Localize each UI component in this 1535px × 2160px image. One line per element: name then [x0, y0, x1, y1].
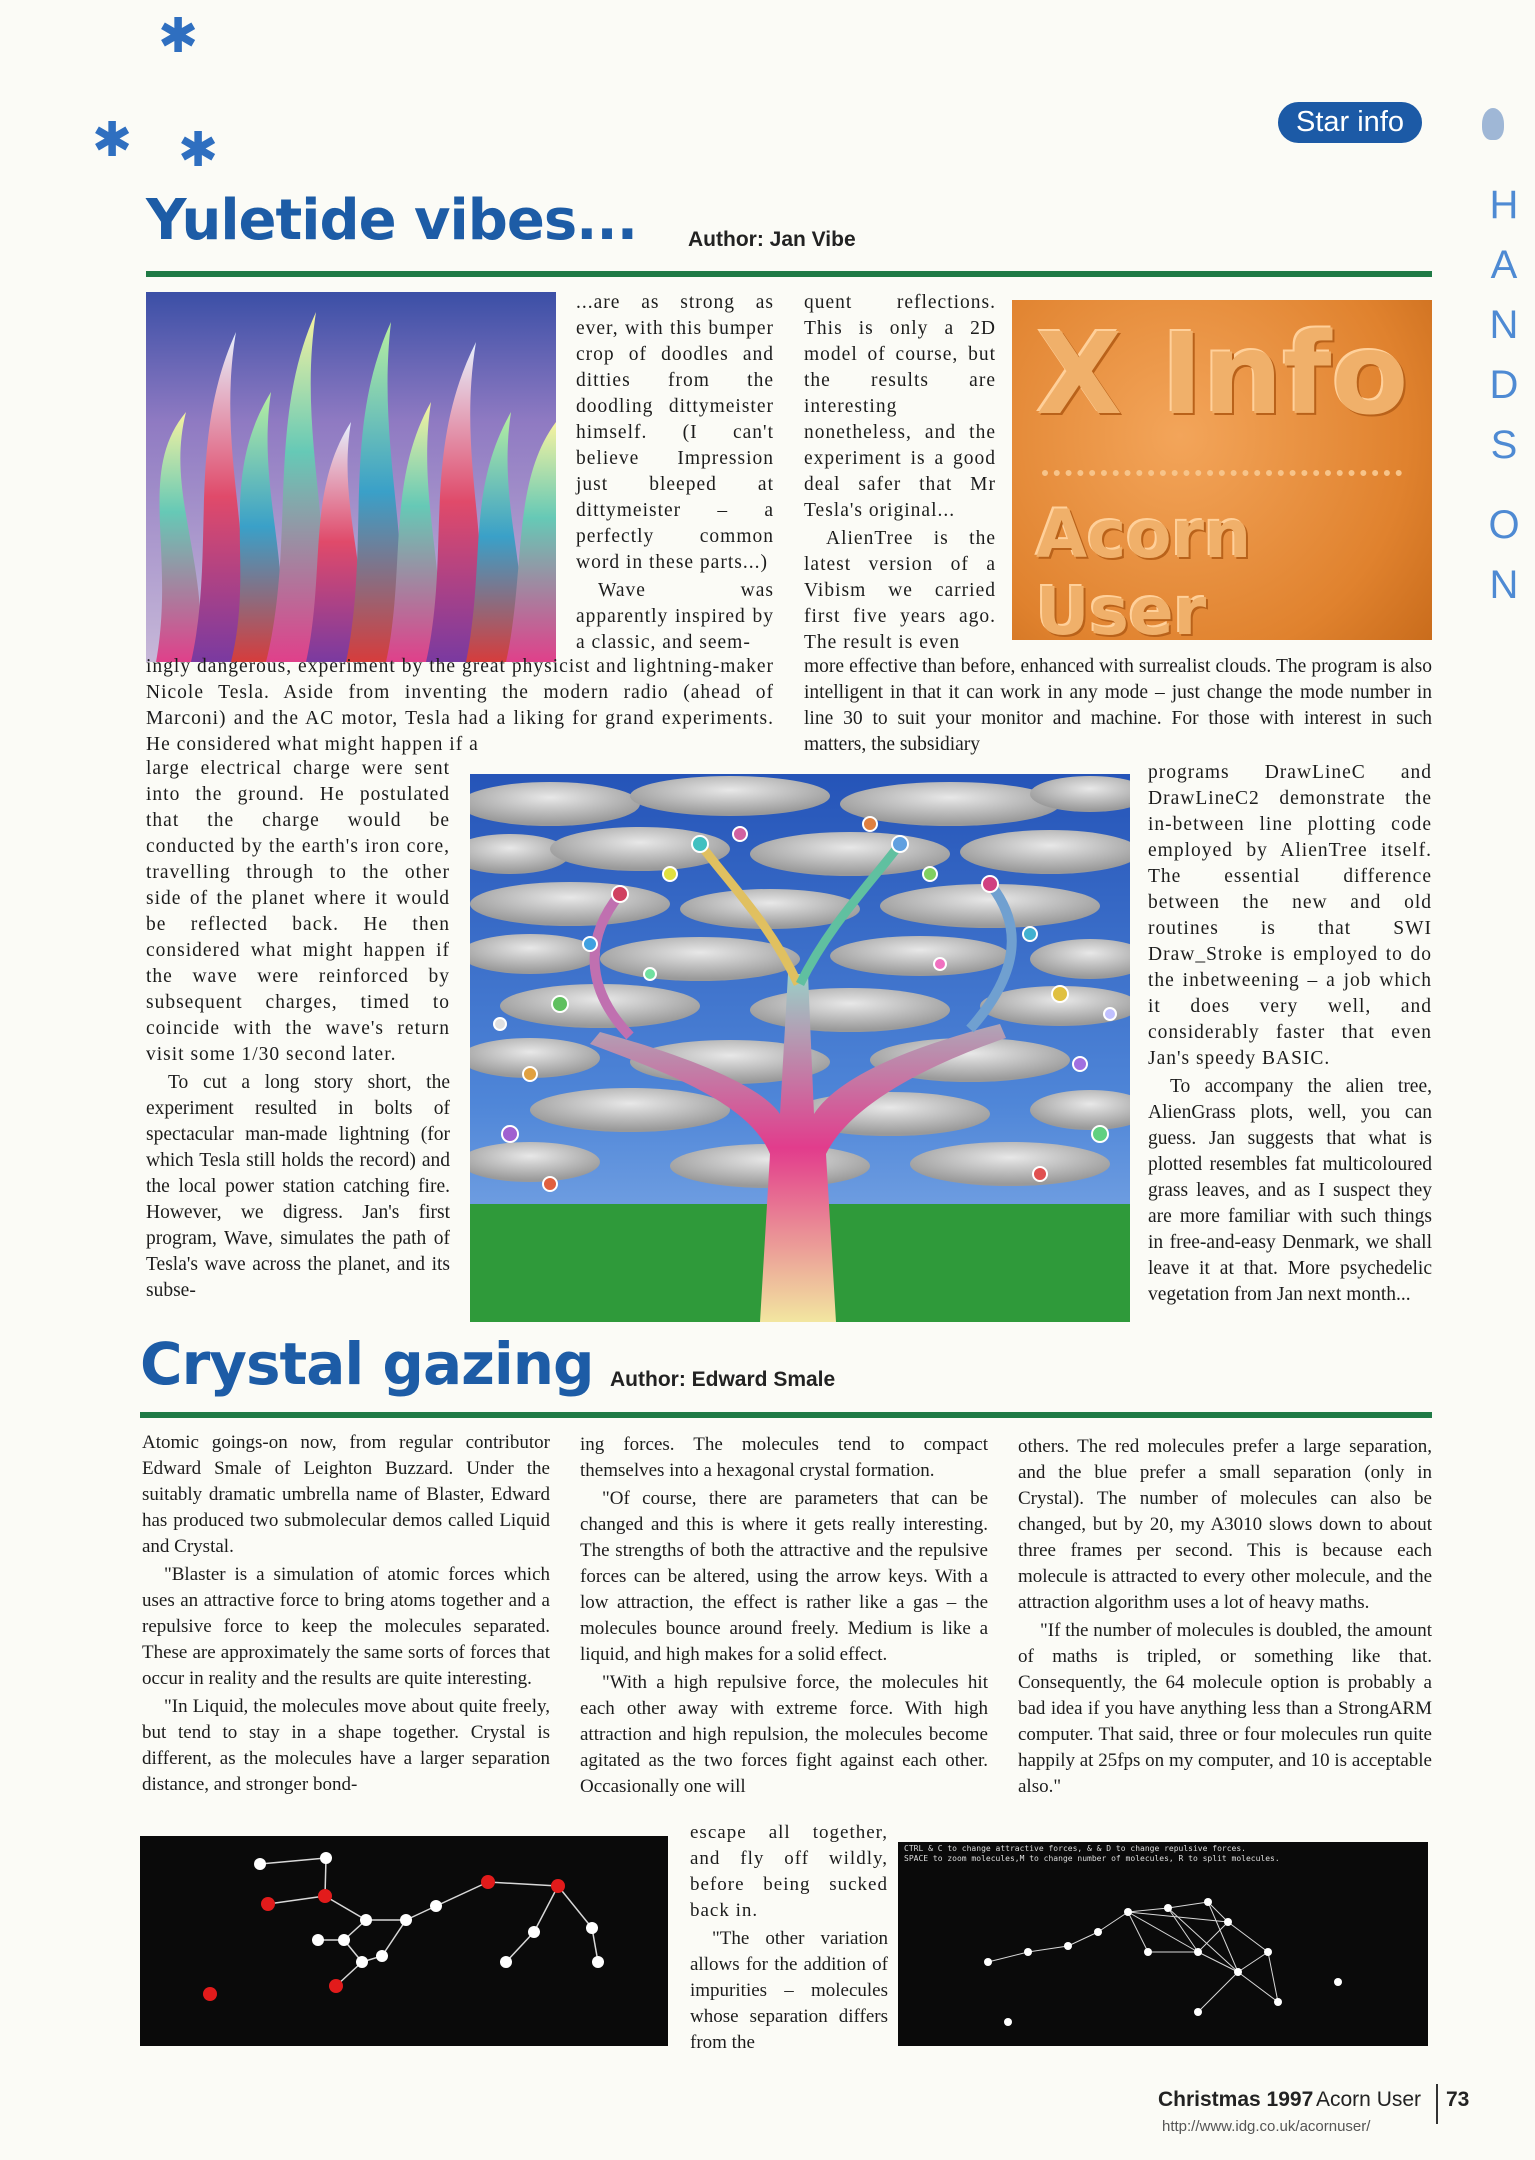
- body-text: escape all together, and fly off wildly, before being sucked back in.: [690, 1822, 888, 1921]
- article1-title: Yuletide vibes...: [146, 188, 637, 253]
- body-text: "Blaster is a simulation of atomic forces which uses an attractive force to bring atoms together and a repulsive force to keep the molecules separated. These are approximately the same sorts of forces that occur in reality and the results are quite interesting.: [142, 1564, 550, 1689]
- article2-col1: [142, 1430, 550, 1800]
- star-icon: ✱: [92, 114, 133, 167]
- flames-image: [146, 292, 556, 662]
- body-text: To cut a long story short, the experiment resulted in bolts of spectacular man-made lightning (for which Tesla still holds the record) and the local power station catching fire. However, we digress. Jan's first program, Wave, simulates the path of Tesla's wave across the planet, and its subse-: [146, 1072, 450, 1301]
- body-text: "With a high repulsive force, the molecules hit each other away with extreme force. With high attraction and high repulsion, the molecules become agitated as the two forces fight against each other. Occasionally one will: [580, 1672, 988, 1797]
- footer-divider: [1436, 2084, 1438, 2124]
- divider: [146, 271, 1432, 277]
- body-text: "Of course, there are parameters that can be changed and this is where it gets really interesting. The strengths of both the attractive and the repulsive forces can be altered, using the arrow keys. With a low attraction, the effect is rather like a gas – the molecules bounce around freely. Medium is like a liquid, and high makes for a solid effect.: [580, 1488, 988, 1665]
- article1-col-mid: [576, 290, 774, 658]
- screen-caption: SPACE to zoom molecules,M to change number of molecules, R to split molecules.: [904, 1854, 1280, 1863]
- article1-author: Author: Jan Vibe: [688, 228, 856, 251]
- body-text: AlienTree is the latest version of a Vibism we carried first five years ago. The result is even: [804, 528, 996, 653]
- side-letter: S: [1490, 423, 1518, 467]
- crystal-screenshot: [898, 1842, 1428, 2046]
- side-letter: N: [1489, 563, 1519, 607]
- star-icon: ✱: [158, 10, 199, 63]
- body-text: ...are as strong as ever, with this bumper crop of doodles and ditties from the doodling dittymeister himself. (I can't believe Impression just bleeped at dittymeister – a perfectly common word in these parts...): [576, 292, 774, 573]
- article2-col3: [1018, 1434, 1432, 1802]
- side-letter: A: [1490, 243, 1518, 287]
- body-text: Atomic goings-on now, from regular contributor Edward Smale of Leighton Buzzard. Under the suitably dramatic umbrella name of Blaster, Edward has produced two submolecular demos called Liquid and Crystal.: [142, 1432, 550, 1557]
- body-text: "If the number of molecules is doubled, the amount of maths is tripled, or something like that. Consequently, the 64 molecule option is probably a bad idea if you have anything less than a StrongARM computer. That said, three or four molecules run quite happily at 25fps on my computer, and 10 is acceptable also.": [1018, 1620, 1432, 1797]
- article1-col-left: [146, 756, 450, 1306]
- article1-col-right2: [1148, 760, 1432, 1310]
- side-letter: D: [1489, 363, 1519, 407]
- body-text: programs DrawLineC and DrawLineC2 demonstrate the in-between line plotting code employed by AlienTree itself. The essential difference between the new and old routines is that SWI Draw_Stroke is employed to do the inbetweening – a job which it does very well, and considerably faster that even Jan's speedy BASIC.: [1148, 762, 1432, 1069]
- logo-text: X Info: [1036, 310, 1409, 440]
- body-text: Wave was apparently inspired by a classic, and seem-: [576, 580, 774, 653]
- section-badge: Star info: [1278, 102, 1422, 143]
- body-text: To accompany the alien tree, AlienGrass plots, well, you can guess. Jan suggests that what is plotted resembles fat multicoloured grass leaves, and as I suspect they are more familiar with such things in free-and-easy Denmark, we shall leave it at that. More psychedelic vegetation from Jan next month...: [1148, 1076, 1432, 1305]
- divider: [140, 1412, 1432, 1418]
- article2-col2: [580, 1432, 988, 1802]
- article2-title: Crystal gazing: [140, 1330, 594, 1398]
- acorn-user-logo-image: [1012, 300, 1432, 640]
- logo-dotted-rule: [1042, 470, 1402, 486]
- alien-tree-image: [470, 774, 1130, 1322]
- star-icon: ✱: [178, 124, 219, 177]
- body-text: ingly dangerous, experiment by the great physicist and lightning-maker Nicole Tesla. Aside from inventing the modern radio (ahead of Marconi) and the AC motor, Tesla had a liking for grand experiments. He considered what might happen if a: [146, 656, 774, 755]
- side-letter: O: [1488, 503, 1520, 547]
- body-text: others. The red molecules prefer a large separation, and the blue prefer a small separation (only in Crystal). The number of molecules can also be changed, but by 20, my A3010 slows down to about three frames per second. This is because each molecule is attracted to every other molecule, and the attraction algorithm uses a lot of heavy maths.: [1018, 1436, 1432, 1613]
- page-number: 73: [1446, 2088, 1470, 2111]
- article2-author: Author: Edward Smale: [610, 1368, 836, 1391]
- body-text: "In Liquid, the molecules move about quite freely, but tend to stay in a shape together. Crystal is different, as the molecules have a larger separation distance, and stronger bond-: [142, 1696, 550, 1795]
- side-letter: H: [1489, 183, 1519, 227]
- body-text: ing forces. The molecules tend to compact themselves into a hexagonal crystal formation.: [580, 1434, 988, 1481]
- footer-issue: Christmas 1997: [1158, 2088, 1314, 2111]
- body-text: "The other variation allows for the addition of impurities – molecules whose separation differs from the: [690, 1928, 888, 2053]
- article2-col2-narrow: [690, 1820, 888, 2058]
- liquid-screenshot: [140, 1836, 668, 2046]
- footer-magazine: Acorn User: [1316, 2088, 1422, 2111]
- side-letter: N: [1489, 303, 1519, 347]
- logo-text: Acorn User: [1036, 496, 1252, 640]
- body-text: more effective than before, enhanced with surrealist clouds. The program is also intelligent in that it can work in any mode – just change the mode number in line 30 to suit your monitor and machine. For those with interest in such matters, the subsidiary: [804, 656, 1432, 755]
- body-text: quent reflections. This is only a 2D model of course, but the results are interesting nonetheless, and the experiment is a good deal safer that Mr Tesla's original...: [804, 292, 996, 521]
- article1-col-right: [804, 290, 996, 658]
- body-text: large electrical charge were sent into the ground. He postulated that the charge would be conducted by the earth's iron core, travelling through to the other side of the planet where it would be reflected back. He then considered what might happen if the wave were reinforced by subsequent charges, timed to coincide with the wave's return visit some 1/30 second later.: [146, 758, 450, 1065]
- screen-caption: CTRL & C to change attractive forces, & & D to change repulsive forces.: [904, 1844, 1246, 1853]
- bulb-icon: [1482, 108, 1504, 140]
- footer-url: http://www.idg.co.uk/acornuser/: [1162, 2118, 1371, 2135]
